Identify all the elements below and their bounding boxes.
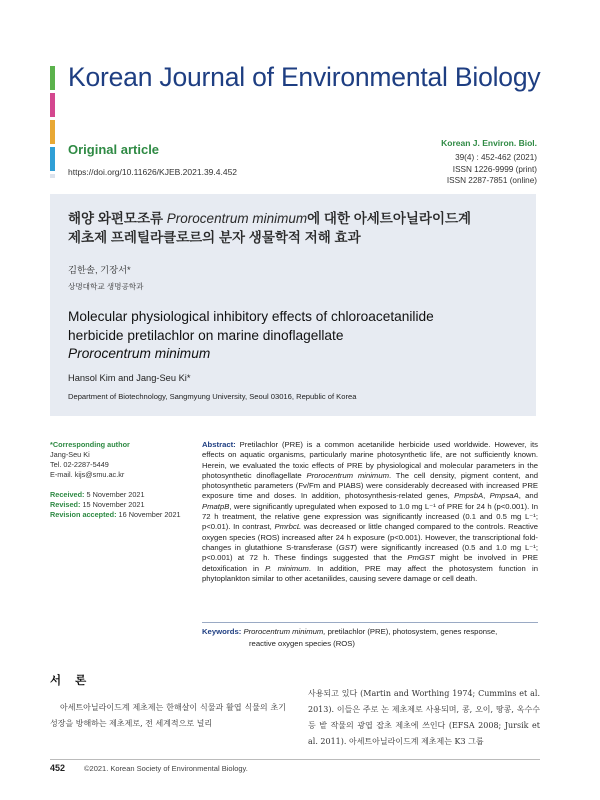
korean-title (68, 210, 528, 247)
keywords-species: Prorocentrum minimum, (243, 627, 326, 636)
abstract-species: Prorocentrum minimum (306, 470, 390, 480)
corresponding-name: Jang-Seu Ki (50, 450, 90, 459)
side-info (50, 440, 195, 520)
journal-color-bar (50, 66, 55, 180)
abstract-text-4: was decreased or little changed compared to the controls. Reactive oxygen species (ROS) increased after 24 h exposure (p<0.001). However, the transcriptional fold-changes in glutathione S-transferase ( (202, 522, 538, 552)
abstract-sep-1: , (483, 491, 490, 501)
body-text-right: 사용되고 있다 (Martin and Worthing 1974; Cummins et al. 2013). 이들은 주로 논 제초제로 사용되며, 콩, 오이, 땅콩, 옥수수 등 밭 작물의 광엽 잡초 제초에 쓰인다 (EFSA 2008; Jursik et al. 2011). 아세트아닐라이드계 제초제는 K3 그룹 (308, 689, 540, 746)
body-text-left: 아세트아닐라이드계 제초제는 한해살이 식물과 활엽 식물의 초기 성장을 방해하는 제초제로, 전 세계적으로 널리 (50, 703, 286, 728)
english-title (68, 308, 528, 364)
gene-atpb: PmatpB (202, 501, 230, 511)
page-number: 452 (50, 763, 66, 773)
citation-block (441, 138, 537, 186)
received-value: 5 November 2021 (86, 490, 145, 499)
english-title-line1: Molecular physiological inhibitory effects of chloroacetanilide (68, 309, 434, 324)
abstract-text-6: might be involved in PRE detoxification in (202, 553, 538, 573)
gene-pmgst: PmGST (407, 553, 435, 563)
color-bar-gray (50, 174, 55, 178)
journal-title: Korean Journal of Environmental Biology (68, 62, 541, 92)
abstract-divider (202, 622, 538, 623)
gene-gst: GST (338, 542, 355, 552)
abstract-text-3: , were significantly upregulated when exposed to 1.0 mg L⁻¹ of PRE for 24 h (p<0.001). In 72 h treatment, the relative gene expression was significantly increased (0.1 and 0.5 mg L⁻¹; p<0.01). In contrast, (202, 501, 538, 532)
english-title-line3: Prorocentrum minimum (68, 346, 211, 361)
volume-pages: 39(4) : 452-462 (2021) (455, 153, 537, 163)
abstract-text-5: ) were significantly increased (0.5 and 1.0 mg L⁻¹; p<0.001) at 72 h. These findings suggested that the (202, 542, 538, 563)
accepted-label: Revision accepted: (50, 510, 117, 519)
article-type: Original article (68, 142, 160, 157)
color-bar-green (50, 66, 55, 90)
abstract-text-2: . The cell density, pigment content, and photosynthetic parameters (Fv/Fm and PIABS) were considerably decreased with increased PRE exposure time and doses. In addition, photosynthesis-related genes, (202, 470, 538, 501)
accepted-value: 16 November 2021 (118, 510, 181, 519)
color-bar-orange (50, 120, 55, 144)
korean-authors: 김한솔, 기장서* (68, 265, 131, 275)
english-title-line2: herbicide pretilachlor on marine dinoflagellate (68, 327, 344, 343)
abstract-species-short: P. minimum (265, 563, 309, 573)
issn-online: ISSN 2287-7851 (online) (446, 175, 537, 185)
keywords-label: Keywords: (202, 627, 242, 636)
english-affiliation: Department of Biotechnology, Sangmyung University, Seoul 03016, Republic of Korea (68, 392, 357, 401)
abstract-sep-2: , and (518, 491, 538, 501)
abstract-label: Abstract: (202, 440, 236, 449)
color-bar-pink (50, 93, 55, 117)
gene-rbcl: PmrbcL (274, 522, 301, 532)
gene-psba: PmpsbA (454, 491, 484, 501)
revised-date (50, 500, 195, 510)
korean-title-species: Prorocentrum minimum (166, 211, 308, 226)
korean-affiliation: 상명대학교 생명공학과 (68, 282, 144, 291)
korean-title-part1: 해양 와편모조류 (68, 211, 167, 226)
color-bar-blue (50, 147, 55, 171)
corresponding-tel: Tel. 02-2287-5449 (50, 460, 109, 469)
issn-print: ISSN 1226-9999 (print) (452, 164, 537, 174)
doi-link[interactable]: https://doi.org/10.11626/KJEB.2021.39.4.452 (68, 167, 238, 177)
abstract-text-1: Pretilachlor (PRE) is a common acetanilide herbicide used worldwide. However, its effects on aquatic organisms, particularly marine photosynthetic life, are not sufficiently known. Herein, we evaluated the toxic effects of PRE by physiological and molecular parameters in the photosynthetic dinoflagellate (202, 440, 538, 480)
journal-abbrev: Korean J. Environ. Biol. (441, 138, 537, 148)
keywords-line2: reactive oxygen species (ROS) (249, 638, 355, 648)
english-authors: Hansol Kim and Jang-Seu Ki* (68, 373, 191, 383)
korean-title-line2: 제초제 프레틸라클로르의 분자 생물학적 저해 효과 (68, 229, 361, 245)
section-heading-introduction: 서론 (50, 673, 101, 687)
corresponding-heading: *Corresponding author (50, 440, 130, 449)
revised-label: Revised: (50, 500, 81, 509)
keywords (202, 626, 538, 649)
keywords-rest: pretilachlor (PRE), photosystem, genes response, (325, 627, 498, 636)
copyright: ©2021. Korean Society of Environmental Biology. (84, 764, 248, 773)
abstract-text-7: . In addition, PRE may affect the photosystem function in phytoplankton similar to other acetanilides, causing severe damage or cell death. (202, 563, 538, 583)
korean-title-part2: 에 대한 아세트아닐라이드계 (307, 211, 472, 226)
accepted-date (50, 510, 195, 520)
received-label: Received: (50, 490, 85, 499)
abstract (202, 440, 538, 584)
revised-value: 15 November 2021 (82, 500, 145, 509)
received-date (50, 490, 195, 500)
gene-psaa: PmpsaA (489, 491, 519, 501)
footer-rule (50, 759, 540, 760)
corresponding-email[interactable]: E-mail. kijs@smu.ac.kr (50, 470, 125, 479)
